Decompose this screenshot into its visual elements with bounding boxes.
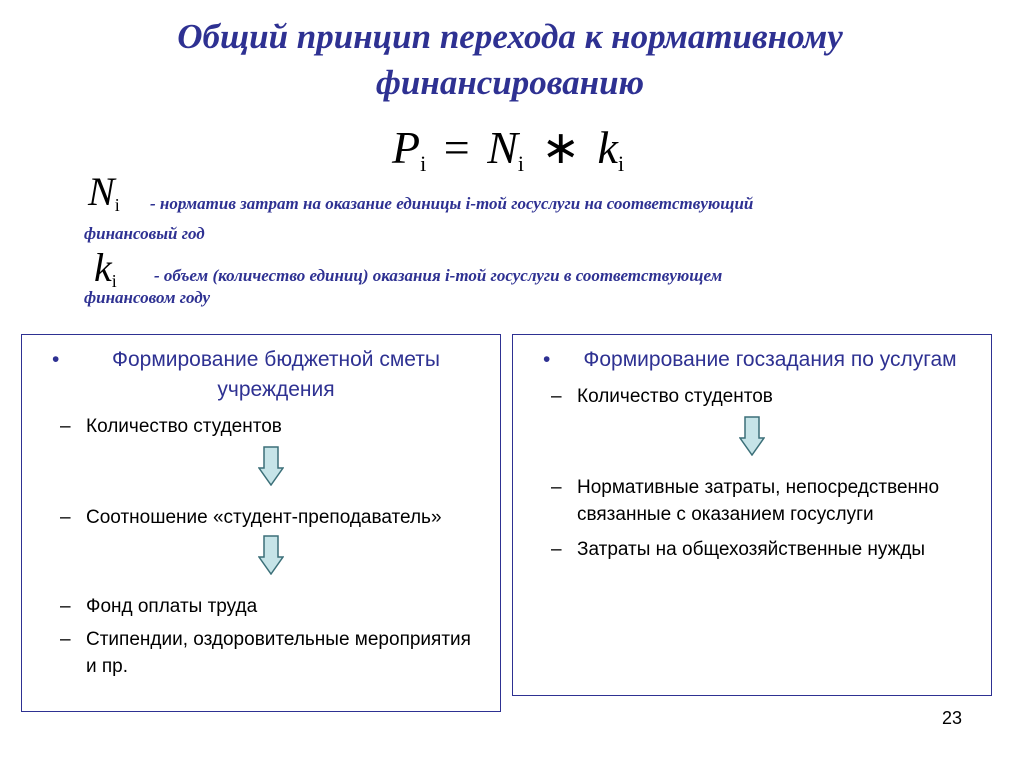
formula bbox=[392, 120, 624, 180]
dash-icon: – bbox=[551, 539, 562, 560]
formula-n-sub: i bbox=[517, 151, 524, 176]
formula-p: P bbox=[392, 122, 421, 173]
dash-icon: – bbox=[60, 416, 71, 437]
definition-n-symbol: $N_i$ bbox=[88, 169, 120, 215]
list-item: – Фонд оплаты труда bbox=[22, 593, 500, 620]
budget-estimate-heading bbox=[22, 345, 500, 405]
list-item: – Количество студентов bbox=[513, 383, 991, 410]
budget-estimate-heading-text: Формирование бюджетной сметы учреждения bbox=[112, 348, 440, 401]
formula-k: k bbox=[597, 122, 618, 173]
budget-estimate-box bbox=[21, 334, 501, 712]
definition-k bbox=[84, 245, 984, 318]
state-task-heading-text: Формирование госзадания по услугам bbox=[583, 348, 957, 371]
list-item: – Количество студентов bbox=[22, 413, 500, 440]
dash-icon: – bbox=[551, 386, 562, 407]
title-line-2: финансированию bbox=[375, 63, 645, 102]
definition-n-text-2: финансовый год bbox=[84, 224, 205, 243]
bullet-icon: • bbox=[52, 348, 60, 371]
definition-k-text-2: финансовом году bbox=[84, 288, 211, 307]
slide-title bbox=[60, 14, 960, 106]
state-task-heading bbox=[513, 345, 991, 375]
dash-icon: – bbox=[60, 596, 71, 617]
down-arrow-icon bbox=[22, 535, 500, 579]
definition-n-text-1: - норматив затрат на оказание единицы i-той госуслуги на соответствующий bbox=[150, 194, 754, 213]
formula-multiply: ∗ bbox=[541, 122, 581, 173]
list-item: – Стипендии, оздоровительные мероприятия и пр. bbox=[22, 626, 500, 680]
bullet-icon: • bbox=[543, 348, 551, 371]
page-number: 23 bbox=[941, 708, 962, 728]
dash-icon: – bbox=[551, 477, 562, 498]
definition-k-symbol: $k_i$ bbox=[94, 245, 117, 291]
definition-k-text-1: - объем (количество единиц) оказания i-той госуслуги в соответствующем bbox=[154, 266, 723, 285]
state-task-box bbox=[512, 334, 992, 696]
down-arrow-icon bbox=[513, 416, 991, 460]
definition-n bbox=[84, 169, 984, 252]
formula-n: N bbox=[487, 122, 518, 173]
formula-p-sub: i bbox=[420, 151, 427, 176]
formula-equals: = bbox=[443, 122, 470, 173]
list-item: – Затраты на общехозяйственные нужды bbox=[513, 536, 991, 563]
list-item: – Соотношение «студент-преподаватель» bbox=[22, 504, 500, 531]
formula-k-sub: i bbox=[617, 151, 625, 176]
down-arrow-icon bbox=[22, 446, 500, 490]
title-line-1: Общий принцип перехода к нормативному bbox=[177, 17, 843, 56]
dash-icon: – bbox=[60, 629, 71, 650]
list-item: – Нормативные затраты, непосредственно связанные с оказанием госуслуги bbox=[513, 474, 991, 528]
dash-icon: – bbox=[60, 507, 71, 528]
